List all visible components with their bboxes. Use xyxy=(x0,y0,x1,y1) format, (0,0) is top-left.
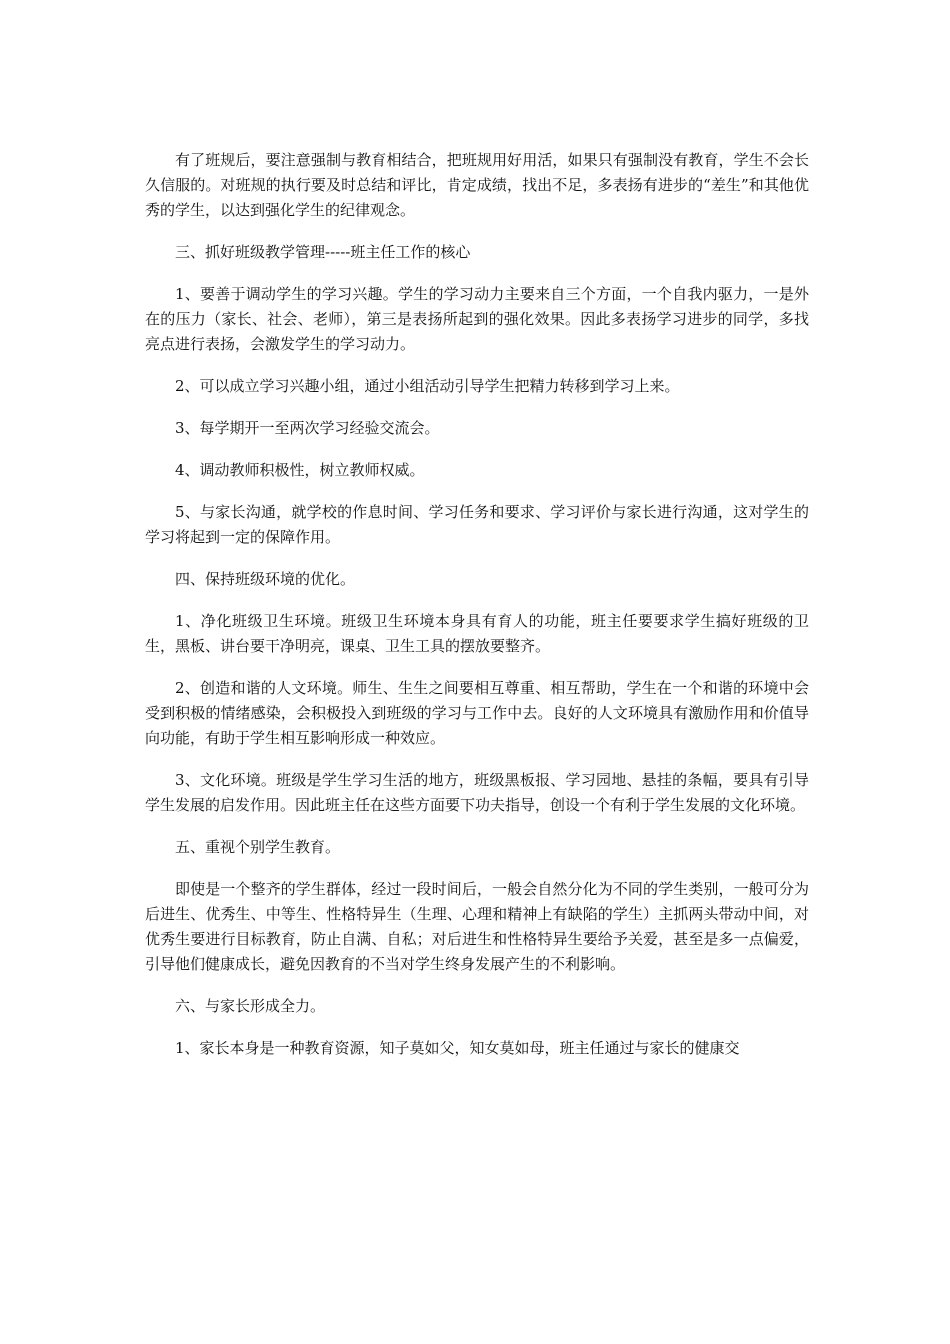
paragraph-cultural-environment: 3、文化环境。班级是学生学习生活的地方，班级黑板报、学习园地、悬挂的条幅，要具有引导学生发展的启发作用。因此班主任在这些方面要下功夫指导，创设一个有利于学生发展的文化环境。 xyxy=(145,771,809,814)
section-heading-individual-education: 五、重视个别学生教育。 xyxy=(175,838,341,856)
section-heading-teaching-management: 三、抓好班级教学管理-----班主任工作的核心 xyxy=(175,243,471,261)
paragraph-learning-interest: 1、要善于调动学生的学习兴趣。学生的学习动力主要来自三个方面，一个自我内驱力，一是外在的压力（家长、社会、老师），第三是表扬所起到的强化效果。因此多表扬学习进步的同学，多找亮点进行表扬，会激发学生的学习动力。 xyxy=(145,285,809,353)
paragraph-experience-exchange: 3、每学期开一至两次学习经验交流会。 xyxy=(175,419,440,437)
paragraph-teacher-authority: 4、调动教师积极性，树立教师权威。 xyxy=(175,461,425,479)
section-heading-parents: 六、与家长形成全力。 xyxy=(175,997,326,1015)
paragraph-student-categories: 即使是一个整齐的学生群体，经过一段时间后，一般会自然分化为不同的学生类别，一般可分为后进生、优秀生、中等生、性格特异生（生理、心理和精神上有缺陷的学生）主抓两头带动中间，对优秀生要进行目标教育，防止自满、自私；对后进生和性格特异生要给予关爱，甚至是多一点偏爱，引导他们健康成长，避免因教育的不当对学生终身发展产生的不利影响。 xyxy=(145,880,809,973)
paragraph-humanistic-environment: 2、创造和谐的人文环境。师生、生生之间要相互尊重、相互帮助，学生在一个和谐的环境中会受到积极的情绪感染，会积极投入到班级的学习与工作中去。良好的人文环境具有激励作用和价值导向功能，有助于学生相互影响形成一种效应。 xyxy=(145,679,809,747)
paragraph-hygiene-environment: 1、净化班级卫生环境。班级卫生环境本身具有育人的功能，班主任要要求学生搞好班级的卫生，黑板、讲台要干净明亮，课桌、卫生工具的摆放要整齐。 xyxy=(145,612,809,655)
document-body xyxy=(145,148,809,1078)
paragraph-class-rules: 有了班规后，要注意强制与教育相结合，把班规用好用活，如果只有强制没有教育，学生不会长久信服的。对班规的执行要及时总结和评比，肯定成绩，找出不足，多表扬有进步的“差生”和其他优秀的学生，以达到强化学生的纪律观念。 xyxy=(145,151,809,219)
paragraph-parent-communication: 5、与家长沟通，就学校的作息时间、学习任务和要求、学习评价与家长进行沟通，这对学生的学习将起到一定的保障作用。 xyxy=(145,503,809,546)
section-heading-class-environment: 四、保持班级环境的优化。 xyxy=(175,570,356,588)
paragraph-parent-resource: 1、家长本身是一种教育资源，知子莫如父，知女莫如母，班主任通过与家长的健康交 xyxy=(175,1039,740,1057)
paragraph-interest-groups: 2、可以成立学习兴趣小组，通过小组活动引导学生把精力转移到学习上来。 xyxy=(175,377,680,395)
